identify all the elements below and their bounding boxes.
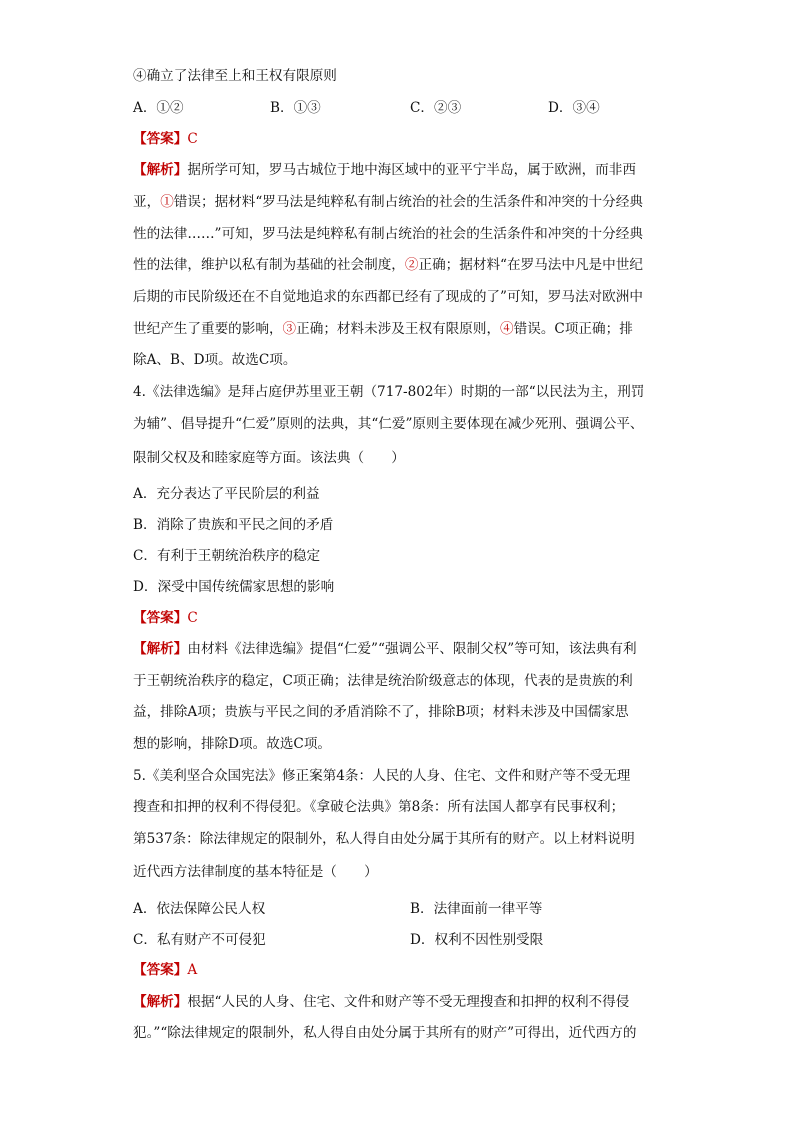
q3-analysis-line [133, 160, 636, 180]
q4-analysis-line: 于王朝统治秩序的稳定，C项正确；法律是统治阶级意志的体现，代表的是贵族的利 [133, 673, 633, 689]
q5-analysis-line [133, 992, 629, 1012]
q5-stem-line: 搜查和扣押的权利不得侵犯。《拿破仑法典》第8条：所有法国人都享有民事权利； [133, 799, 625, 815]
q3-analysis-line: 后期的市民阶级还在不自觉地追求的东西都已经有了现成的了”可知，罗马法对欧洲中 [133, 289, 643, 305]
q5-stem-line: 第537条：除法律规定的限制外，私人得自由处分属于其所有的财产。以上材料说明 [133, 831, 635, 847]
q4-analysis-line [133, 639, 637, 659]
q3-analysis-line: 亚，①错误；据材料“罗马法是纯粹私有制占统治的社会的生活条件和冲突的十分经典 [133, 194, 643, 210]
q4-stem-line: 为辅”、倡导提升“仁爱”原则的法典，其“仁爱”原则主要体现在减少死刑、强调公平、 [133, 416, 644, 432]
q3-analysis-line: 世纪产生了重要的影响，③正确；材料未涉及王权有限原则，④错误。C项正确；排 [133, 321, 633, 337]
q4-analysis-line: 想的影响，排除D项。故选C项。 [133, 736, 332, 752]
q4-option-c: C．有利于王朝统治秩序的稳定 [133, 548, 321, 564]
q5-analysis-line: 犯。”“除法律规定的限制外，私人得自由处分属于其所有的财产”可得出，近代西方的 [133, 1025, 637, 1041]
answer-tag: 【答案】 [133, 610, 188, 626]
q4-option-a: A．充分表达了平民阶层的利益 [133, 486, 320, 502]
analysis-text: 根据“人民的人身、住宅、文件和财产等不受无理搜查和扣押的权利不得侵 [187, 994, 630, 1010]
q5-stem-line: 5.《美利坚合众国宪法》修正案第4条：人民的人身、住宅、文件和财产等不受无理 [133, 768, 631, 784]
q3-item-4: ④确立了法律至上和王权有限原则 [133, 68, 337, 84]
q3-option-b: B．①③ [270, 100, 321, 116]
q5-option-c: C．私有财产不可侵犯 [133, 932, 266, 948]
analysis-tag: 【解析】 [133, 994, 188, 1010]
q4-answer [133, 608, 198, 628]
q5-option-b: B．法律面前一律平等 [410, 901, 543, 917]
q5-option-a: A．依法保障公民人权 [133, 901, 266, 917]
q4-stem-line: 4.《法律选编》是拜占庭伊苏里亚王朝（717-802年）时期的一部“以民法为主，刑罚 [133, 384, 645, 400]
q4-option-b: B．消除了贵族和平民之间的矛盾 [133, 517, 334, 533]
q3-option-a: A．①② [133, 100, 184, 116]
q3-option-d: D．③④ [548, 100, 600, 116]
q3-analysis-line: 性的法律……”可知，罗马法是纯粹私有制占统治的社会的生活条件和冲突的十分经典 [133, 226, 643, 242]
q3-analysis-line: 除A、B、D项。故选C项。 [133, 352, 297, 368]
answer-value: C [187, 610, 198, 626]
answer-value: A [187, 962, 198, 978]
q3-answer [133, 129, 198, 149]
answer-tag: 【答案】 [133, 131, 188, 147]
q5-stem-line: 近代西方法律制度的基本特征是（ ） [133, 864, 378, 880]
q4-option-d: D．深受中国传统儒家思想的影响 [133, 579, 335, 595]
q4-analysis-line: 益，排除A项；贵族与平民之间的矛盾消除不了，排除B项；材料未涉及中国儒家思 [133, 704, 629, 720]
q5-answer [133, 960, 197, 980]
q4-stem-line: 限制父权及和睦家庭等方面。该法典（ ） [133, 450, 405, 466]
analysis-tag: 【解析】 [133, 162, 188, 178]
q3-analysis-line: 性的法律，维护以私有制为基础的社会制度，②正确；据材料“在罗马法中凡是中世纪 [133, 257, 643, 273]
q5-option-d: D．权利不因性别受限 [410, 932, 544, 948]
answer-value: C [187, 131, 198, 147]
analysis-tag: 【解析】 [133, 641, 188, 657]
q3-option-c: C．②③ [410, 100, 462, 116]
analysis-text: 由材料《法律选编》提倡“仁爱”“强调公平、限制父权”等可知，该法典有利 [187, 641, 637, 657]
analysis-text: 据所学可知，罗马古城位于地中海区域中的亚平宁半岛，属于欧洲，而非西 [187, 162, 636, 178]
answer-tag: 【答案】 [133, 962, 188, 978]
